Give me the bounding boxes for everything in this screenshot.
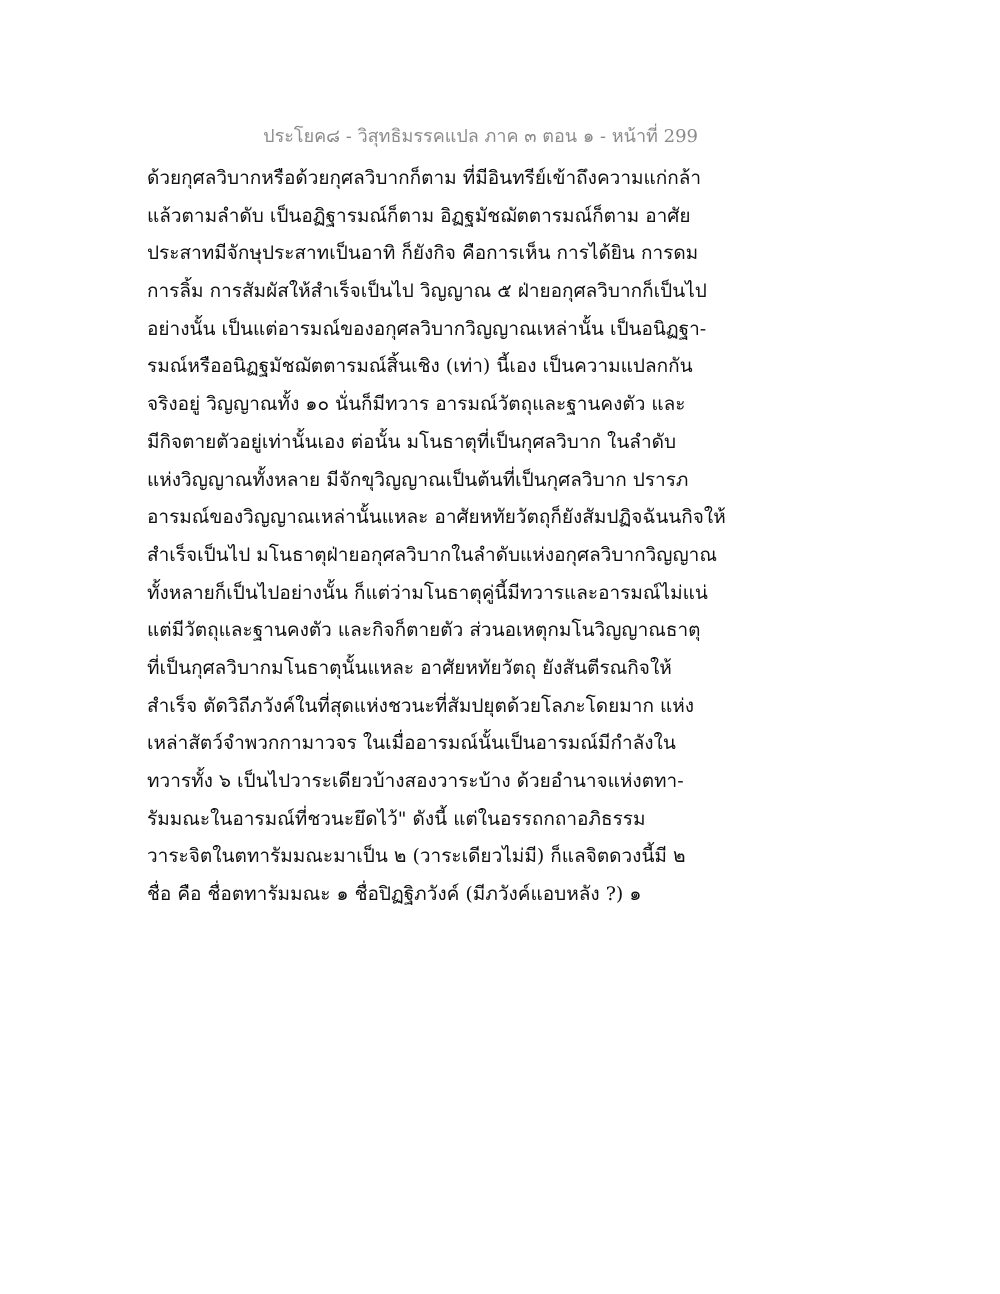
text-line: การลิ้ม การสัมผัสให้สำเร็จเป็นไป วิญญาณ ๕ ฝ่ายอกุศลวิบากก็เป็นไป — [147, 280, 707, 303]
text-line: ทวารทั้ง ๖ เป็นไปวาระเดียวบ้างสองวาระบ้าง ด้วยอำนาจแห่งตทา- — [147, 770, 684, 792]
text-line: มีกิจตายตัวอยู่เท่านั้นเอง ต่อนั้น มโนธาตุที่เป็นกุศลวิบาก ในลำดับ — [147, 430, 677, 453]
text-line: รัมมณะในอารมณ์ที่ชวนะยึดไว้" ดังนี้ แต่ในอรรถกถาอภิธรรม — [147, 807, 646, 830]
text-line: อารมณ์ของวิญญาณเหล่านั้นแหละ อาศัยหทัยวัตถุก็ยังสัมปฏิจฉันนกิจให้ — [147, 506, 726, 529]
text-line: ที่เป็นกุศลวิบากมโนธาตุนั้นแหละ อาศัยหทัยวัตถุ ยังสันตีรณกิจให้ — [147, 656, 672, 679]
text-line: เหล่าสัตว์จำพวกกามาวจร ในเมื่ออารมณ์นั้นเป็นอารมณ์มีกำลังใน — [147, 732, 676, 755]
running-header: ประโยค๘ - วิสุทธิมรรคแปล ภาค ๓ ตอน ๑ - หน้าที่ 299 — [263, 126, 698, 147]
body-text — [147, 160, 727, 914]
text-line: ประสาทมีจักษุประสาทเป็นอาทิ ก็ยังกิจ คือการเห็น การได้ยิน การดม — [147, 242, 699, 265]
text-line: ด้วยกุศลวิบากหรือด้วยกุศลวิบากก็ตาม ที่มีอินทรีย์เข้าถึงความแก่กล้า — [147, 167, 702, 189]
text-line: แห่งวิญญาณทั้งหลาย มีจักขุวิญญาณเป็นต้นที่เป็นกุศลวิบาก ปรารภ — [147, 468, 689, 491]
text-line: สำเร็จ ตัดวิถีภวังค์ในที่สุดแห่งชวนะที่สัมปยุตด้วยโลภะโดยมาก แห่ง — [147, 694, 695, 717]
text-line: แต่มีวัตถุและฐานคงตัว และกิจก็ตายตัว ส่วนอเหตุกมโนวิญญาณธาตุ — [147, 619, 701, 642]
text-line: รมณ์หรืออนิฏฐมัชฌัตตารมณ์สิ้นเชิง (เท่า) นี้เอง เป็นความแปลกกัน — [147, 355, 693, 378]
text-line: จริงอยู่ วิญญาณทั้ง ๑๐ นั่นก็มีทวาร อารมณ์วัตถุและฐานคงตัว และ — [147, 393, 686, 416]
text-line: อย่างนั้น เป็นแต่อารมณ์ของอกุศลวิบากวิญญาณเหล่านั้น เป็นอนิฏฐา- — [147, 317, 707, 340]
text-line: ชื่อ คือ ชื่อตทารัมมณะ ๑ ชื่อปิฏฐิภวังค์ (มีภวังค์แอบหลัง ?) ๑ — [147, 883, 642, 906]
text-line: วาระจิตในตทารัมมณะมาเป็น ๒ (วาระเดียวไม่มี) ก็แลจิตดวงนี้มี ๒ — [147, 845, 686, 868]
text-line: ทั้งหลายก็เป็นไปอย่างนั้น ก็แต่ว่ามโนธาตุคู่นี้มีทวารและอารมณ์ไม่แน่ — [147, 581, 708, 604]
text-line: สำเร็จเป็นไป มโนธาตุฝ่ายอกุศลวิบากในลำดับแห่งอกุศลวิบากวิญญาณ — [147, 543, 717, 566]
text-line: แล้วตามลำดับ เป็นอฏิฐารมณ์ก็ตาม อิฏฐมัชฌัตตารมณ์ก็ตาม อาศัย — [147, 204, 691, 227]
